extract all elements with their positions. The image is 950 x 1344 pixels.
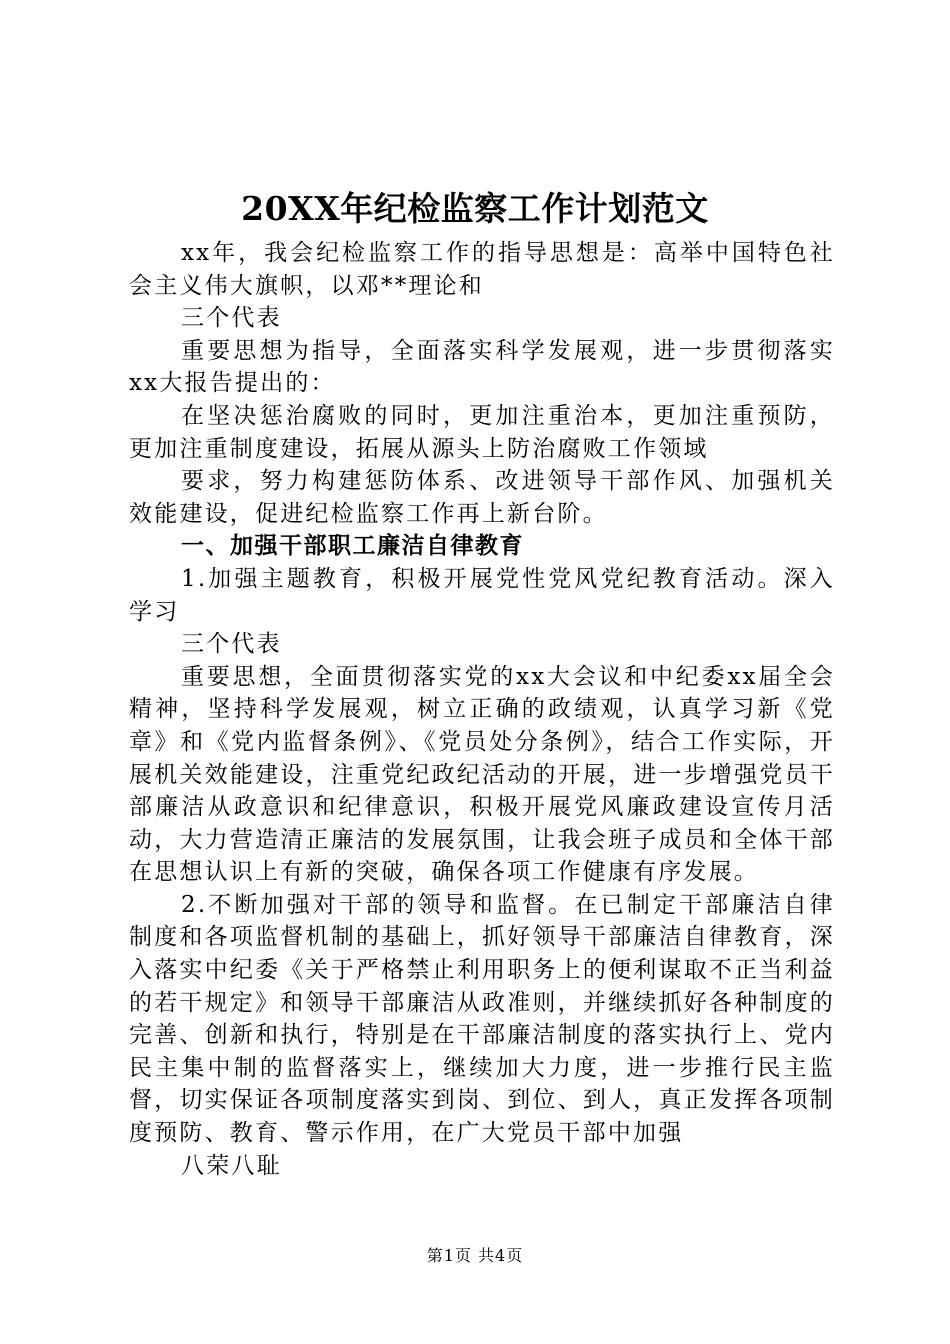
paragraph: 在坚决惩治腐败的同时，更加注重治本，更加注重预防，更加注重制度建设，拓展从源头上防治腐败工作领域 [129,402,835,462]
paragraph: 要求，努力构建惩防体系、改进领导干部作风、加强机关效能建设，促进纪检监察工作再上新台阶。 [129,468,835,527]
page-footer: 第1页 共4页 [426,1246,524,1265]
paragraph: 三个代表 [181,305,282,332]
paragraph: 重要思想为指导，全面落实科学发展观，进一步贯彻落实xx大报告提出的： [129,337,835,397]
paragraph: 1.加强主题教育，积极开展党性党风党纪教育活动。深入学习 [129,565,835,625]
paragraph: 三个代表 [181,631,282,658]
document-title: 20XX年纪检监察工作计划范文 [241,189,709,228]
section-heading: 一、加强干部职工廉洁自律教育 [181,533,524,560]
paragraph: 重要思想，全面贯彻落实党的xx大会议和中纪委xx届全会精神，坚持科学发展观，树立正确的政绩观，认真学习新《党章》和《党内监督条例》、《党员处分条例》，结合工作实际，开展机关效能建设，注重党纪政纪活动的开展，进一步增强党员干部廉洁从政意识和纪律意识，积极开展党风廉政建设宣传月活动，大力营造清正廉洁的发展氛围，让我会班子成员和全体干部在思想认识上有新的突破，确保各项工作健康有序发展。 [129,663,835,886]
document-body [129,237,835,1182]
paragraph: 2.不断加强对干部的领导和监督。在已制定干部廉洁自律制度和各项监督机制的基础上，抓好领导干部廉洁自律教育，深入落实中纪委《关于严格禁止利用职务上的便利谋取不正当利益的若干规定》和领导干部廉洁从政准则，并继续抓好各种制度的完善、创新和执行，特别是在干部廉洁制度的落实执行上、党内民主集中制的监督落实上，继续加大力度，进一步推行民主监督，切实保证各项制度落实到岗、到位、到人，真正发挥各项制度预防、教育、警示作用，在广大党员干部中加强 [129,891,835,1147]
paragraph: 八荣八耻 [181,1152,282,1179]
paragraph: xx年，我会纪检监察工作的指导思想是：高举中国特色社会主义伟大旗帜，以邓**理论和 [129,240,835,299]
